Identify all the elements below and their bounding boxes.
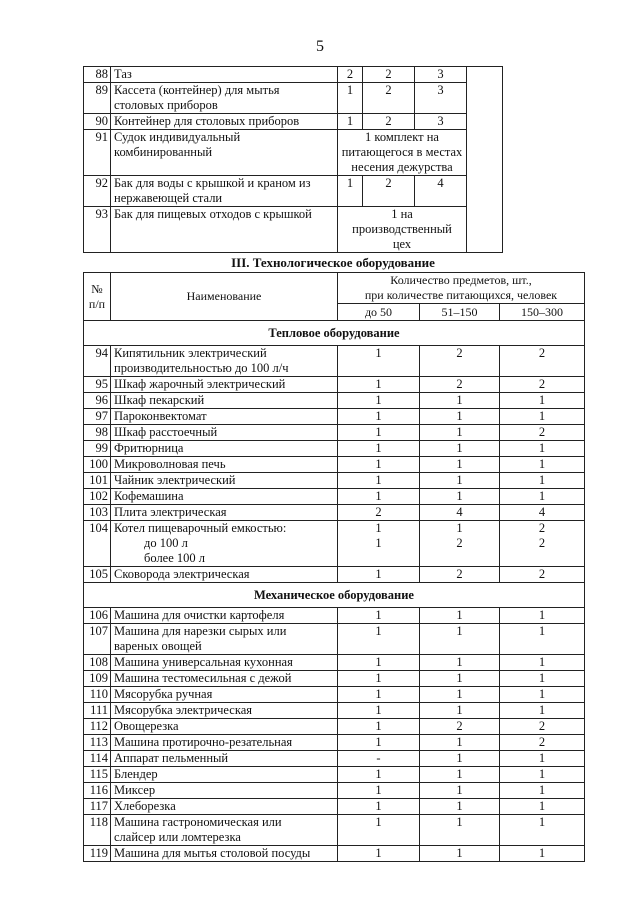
table-row: [84, 671, 585, 687]
row-name: Машина для нарезки сырых или вареных овощей: [111, 624, 338, 655]
row-value: 1: [338, 377, 420, 393]
row-value: 1: [420, 783, 500, 799]
row-value: 1: [338, 703, 420, 719]
header-qty: Количество предметов, шт., при количестве питающихся, человек: [338, 273, 585, 304]
row-name: Бак для воды с крышкой и краном из нержавеющей стали: [111, 176, 338, 207]
row-value: 1: [420, 799, 500, 815]
row-value: 1: [338, 719, 420, 735]
row-value: 1: [500, 703, 585, 719]
row-number: 109: [84, 671, 111, 687]
row-value: 1: [338, 624, 420, 655]
row-value: 1: [500, 751, 585, 767]
row-value: 3: [415, 114, 467, 130]
row-number: 93: [84, 207, 111, 253]
row-number: 94: [84, 346, 111, 377]
table-row: [84, 505, 585, 521]
row-name: Таз: [111, 67, 338, 83]
table-row: [84, 815, 585, 846]
header-col-3: 150–300: [500, 304, 585, 321]
row-name: Хлеборезка: [111, 799, 338, 815]
row-value: 1: [338, 799, 420, 815]
header-col-2: 51–150: [420, 304, 500, 321]
row-name: Мясорубка ручная: [111, 687, 338, 703]
table-row: [84, 751, 585, 767]
row-value: 1: [500, 409, 585, 425]
row-value: 4: [415, 176, 467, 207]
row-quantity-note: 1 комплект на питающегося в местах несения дежурства: [338, 130, 467, 176]
table-row: [84, 130, 503, 176]
group-header-row: [84, 583, 585, 608]
table-row: [84, 719, 585, 735]
row-value: 2: [420, 567, 500, 583]
row-value: 1: [500, 687, 585, 703]
row-value: 1 1: [338, 521, 420, 567]
row-value: 2: [500, 735, 585, 751]
row-value: 2: [420, 346, 500, 377]
row-value: 1: [500, 473, 585, 489]
row-value: 1: [420, 409, 500, 425]
row-value: 1: [420, 815, 500, 846]
row-value: 1: [420, 671, 500, 687]
row-name: Аппарат пельменный: [111, 751, 338, 767]
row-value: 1: [420, 735, 500, 751]
row-number: 104: [84, 521, 111, 567]
row-number: 102: [84, 489, 111, 505]
row-value: 1: [420, 846, 500, 862]
row-value: 1: [338, 608, 420, 624]
row-number: 113: [84, 735, 111, 751]
table-row: [84, 567, 585, 583]
table-row: [84, 799, 585, 815]
group-title: Механическое оборудование: [84, 583, 585, 608]
row-name: Машина универсальная кухонная: [111, 655, 338, 671]
row-name: Микроволновая печь: [111, 457, 338, 473]
row-value: 2: [500, 346, 585, 377]
row-name: Машина для мытья столовой посуды: [111, 846, 338, 862]
row-value: 1: [500, 767, 585, 783]
row-value: -: [338, 751, 420, 767]
row-name: Чайник электрический: [111, 473, 338, 489]
row-value: 2: [500, 377, 585, 393]
row-number: 110: [84, 687, 111, 703]
table-row: [84, 176, 503, 207]
row-name: Контейнер для столовых приборов: [111, 114, 338, 130]
row-number: 89: [84, 83, 111, 114]
row-number: 92: [84, 176, 111, 207]
row-value: 1: [420, 608, 500, 624]
table-row: [84, 624, 585, 655]
row-value: 1: [338, 567, 420, 583]
row-value: 1: [338, 457, 420, 473]
row-number: 106: [84, 608, 111, 624]
row-value: 1: [420, 425, 500, 441]
row-value: 1: [338, 409, 420, 425]
table-row: [84, 735, 585, 751]
row-value: 1: [338, 176, 363, 207]
table-row: [84, 457, 585, 473]
table-row: [84, 377, 585, 393]
row-value: 1: [338, 114, 363, 130]
row-number: 88: [84, 67, 111, 83]
table-row: [84, 521, 585, 567]
row-quantity-note: 1 на производственный цех: [338, 207, 467, 253]
row-value: 4: [420, 505, 500, 521]
row-value: 1: [338, 735, 420, 751]
sub-item-label: более 100 л: [144, 551, 206, 565]
row-value: 1: [420, 767, 500, 783]
table-row: [84, 441, 585, 457]
group-title: Тепловое оборудование: [84, 321, 585, 346]
table-row: [84, 687, 585, 703]
row-value: 1: [500, 441, 585, 457]
row-value: 1: [338, 473, 420, 489]
row-value: 2: [420, 377, 500, 393]
row-value: 1: [500, 393, 585, 409]
row-value: 1: [500, 846, 585, 862]
row-value: 1: [338, 489, 420, 505]
row-value: 1: [420, 687, 500, 703]
row-value: 2: [363, 83, 415, 114]
row-name: Фритюрница: [111, 441, 338, 457]
row-value: 1: [500, 815, 585, 846]
row-value: 1: [338, 441, 420, 457]
table-row: [84, 703, 585, 719]
row-name: Сковорода электрическая: [111, 567, 338, 583]
row-value: 1: [338, 83, 363, 114]
row-name: Машина тестомесильная с дежой: [111, 671, 338, 687]
row-number: 116: [84, 783, 111, 799]
row-value: 1: [420, 441, 500, 457]
row-value: 1: [500, 799, 585, 815]
row-value: 1: [500, 624, 585, 655]
row-number: 117: [84, 799, 111, 815]
row-name: Бак для пищевых отходов с крышкой: [111, 207, 338, 253]
row-value: 2 2: [500, 521, 585, 567]
row-value: 1 2: [420, 521, 500, 567]
row-value: 1: [420, 393, 500, 409]
row-name: Миксер: [111, 783, 338, 799]
row-name: Блендер: [111, 767, 338, 783]
row-number: 95: [84, 377, 111, 393]
table-row: [84, 846, 585, 862]
table-row: [84, 608, 585, 624]
row-number: 96: [84, 393, 111, 409]
table-row: [84, 655, 585, 671]
row-value: 2: [500, 719, 585, 735]
row-value: 1: [420, 655, 500, 671]
equipment-table: [83, 272, 585, 862]
row-number: 108: [84, 655, 111, 671]
row-value: 1: [500, 655, 585, 671]
row-value: 1: [500, 608, 585, 624]
sub-item-label: до 100 л: [144, 536, 188, 550]
row-name: Котел пищеварочный емкостью: до 100 л более 100 л: [111, 521, 338, 567]
row-name: Кипятильник электрический производительностью до 100 л/ч: [111, 346, 338, 377]
row-value: 2: [363, 176, 415, 207]
row-number: 115: [84, 767, 111, 783]
row-value: 1: [420, 703, 500, 719]
row-name: Машина гастрономическая или слайсер или ломтерезка: [111, 815, 338, 846]
row-number: 112: [84, 719, 111, 735]
row-value: 1: [338, 655, 420, 671]
row-value: 1: [338, 687, 420, 703]
row-value: 1: [338, 767, 420, 783]
row-number: 105: [84, 567, 111, 583]
row-name: Шкаф пекарский: [111, 393, 338, 409]
table-row: [84, 425, 585, 441]
row-number: 118: [84, 815, 111, 846]
table-row: [84, 207, 503, 253]
row-name: Кассета (контейнер) для мытья столовых приборов: [111, 83, 338, 114]
table-row: [84, 393, 585, 409]
section-title: III. Технологическое оборудование: [231, 255, 435, 270]
table-row: [84, 767, 585, 783]
row-value: 1: [420, 489, 500, 505]
row-name: Машина протирочно-резательная: [111, 735, 338, 751]
row-number: 97: [84, 409, 111, 425]
row-number: 107: [84, 624, 111, 655]
table-row: [84, 114, 503, 130]
row-value: 1: [420, 624, 500, 655]
row-value: 1: [500, 783, 585, 799]
table-row: [84, 473, 585, 489]
row-number: 119: [84, 846, 111, 862]
row-name: Судок индивидуальный комбинированный: [111, 130, 338, 176]
row-number: 103: [84, 505, 111, 521]
row-value: 1: [338, 393, 420, 409]
row-number: 114: [84, 751, 111, 767]
row-name: Шкаф жарочный электрический: [111, 377, 338, 393]
row-number: 101: [84, 473, 111, 489]
row-value: 2: [338, 505, 420, 521]
row-value: 1: [420, 473, 500, 489]
row-value: 1: [338, 346, 420, 377]
row-value: 1: [338, 671, 420, 687]
row-value: 1: [338, 815, 420, 846]
table-row: [84, 83, 503, 114]
row-value: 4: [500, 505, 585, 521]
table-row: [84, 346, 585, 377]
row-name: Пароконвектомат: [111, 409, 338, 425]
row-value: 3: [415, 67, 467, 83]
row-name: Плита электрическая: [111, 505, 338, 521]
table-top: [83, 66, 503, 253]
page-number: 5: [316, 38, 324, 55]
table-row: [84, 409, 585, 425]
row-number: 98: [84, 425, 111, 441]
row-value: 3: [415, 83, 467, 114]
row-value: 2: [363, 114, 415, 130]
header-num: № п/п: [84, 273, 111, 321]
row-value: 2: [420, 719, 500, 735]
row-number: 90: [84, 114, 111, 130]
header-name: Наименование: [111, 273, 338, 321]
row-name: Кофемашина: [111, 489, 338, 505]
header-col-1: до 50: [338, 304, 420, 321]
row-name: Машина для очистки картофеля: [111, 608, 338, 624]
table-row: [84, 489, 585, 505]
row-value: 1: [500, 489, 585, 505]
row-value: 1: [500, 671, 585, 687]
row-value: 1: [500, 457, 585, 473]
row-number: 111: [84, 703, 111, 719]
row-value: 1: [338, 425, 420, 441]
row-value: 2: [500, 567, 585, 583]
row-value: 1: [338, 783, 420, 799]
row-value: 2: [363, 67, 415, 83]
row-name: Шкаф расстоечный: [111, 425, 338, 441]
row-value: 1: [420, 457, 500, 473]
row-name: Мясорубка электрическая: [111, 703, 338, 719]
blank-column: [467, 67, 503, 253]
row-name: Овощерезка: [111, 719, 338, 735]
table-row: [84, 67, 503, 83]
table-row: [84, 783, 585, 799]
row-number: 99: [84, 441, 111, 457]
row-value: 1: [338, 846, 420, 862]
group-header-row: [84, 321, 585, 346]
row-number: 100: [84, 457, 111, 473]
row-value: 2: [338, 67, 363, 83]
row-number: 91: [84, 130, 111, 176]
row-value: 1: [420, 751, 500, 767]
row-value: 2: [500, 425, 585, 441]
